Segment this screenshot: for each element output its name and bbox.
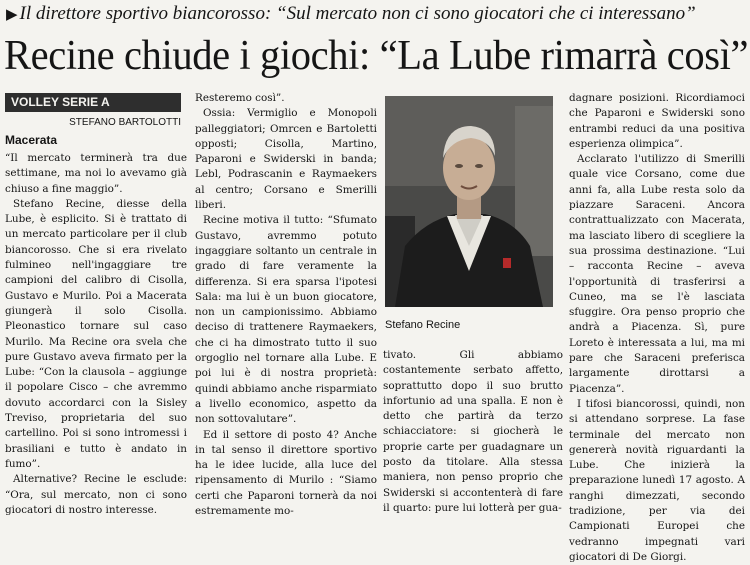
paragraph: Stefano Recine, diesse della Lube, è esplicito. Si è trattato di un mercato particolare per il club biancorosso. Che si era rivelato fulmineo nell'ingaggiare tre campioni del calibro di Cisolla, Gustavo e Murilo. Poi a Macerata giungerà il solo Cisolla. Pleonastico tornare sul caso Murilo. Ma Recine ora svela che pure Gustavo aveva firmato per la Lube: “Con la clausola – aggiunge il popolare Cisco – che avremmo dovuto accordarci con la Sisley Treviso, proprietaria del suo cartellino. Poi si sono intromessi i brasiliani e tutto è andato in fumo”.: [5, 197, 187, 470]
paragraph: dagnare posizioni. Ricordiamoci che Paparoni e Swiderski sono entrambi reduci da una positiva esperienza olimpica”.: [569, 92, 745, 150]
section-rubric: VOLLEY SERIE A: [5, 93, 181, 112]
paragraph: Ossia: Vermiglio e Monopoli palleggiatori; Omrcen e Bartoletti opposti; Cisolla, Martino, Paparoni e Swiderski in banda; Lebl, Podrascanin e Raymaekers al centro; Corsano e Smerilli liberi.: [195, 107, 377, 212]
article-column-3: [383, 348, 563, 514]
kicker: [6, 3, 746, 26]
paragraph: “Il mercato terminerà tra due settimane, ma noi lo avevamo già chiuso a fine maggio”.: [5, 152, 187, 195]
portrait-photo: [385, 96, 553, 307]
kicker-text: Il direttore sportivo biancorosso: “Sul mercato non ci sono giocatori che ci interessano”: [19, 3, 696, 24]
byline: STEFANO BARTOLOTTI: [69, 117, 181, 128]
paragraph: Recine motiva il tutto: “Sfumato Gustavo, avremmo potuto ingaggiare soltanto un centrale in grado di fare veramente la differenza. Si era sparsa l'ipotesi Sala: ma lui è un buon giocatore, non un campionissimo. Abbiamo deciso di trattenere Raymaekers, che ci ha dimostrato tutto il suo orgoglio nel tornare alla Lube. E poi lui è di nostra proprietà: quindi abbiamo anche risparmiato a livello economico, aspetto da non sottovalutare”.: [195, 214, 377, 426]
dateline-city: Macerata: [5, 133, 58, 147]
paragraph: Ed il settore di posto 4? Anche in tal senso il direttore sportivo ha le idee lucide, alla luce del ripensamento di Murilo : “Siamo certi che Paparoni tornerà da noi estremamente mo-: [195, 428, 377, 518]
paragraph: Resteremo così”.: [195, 92, 285, 104]
article-column-4: [569, 91, 745, 563]
headline: Recine chiude i giochi: “La Lube rimarrà così”: [4, 33, 749, 79]
paragraph: Acclarato l'utilizzo di Smerilli quale vice Corsano, come due anni fa, alla Lube resta solo da piazzare Saraceni. Ancora contrattualizzato con Macerata, ma lasciato libero di scegliere la sua prossima destinazione. “Lui – racconta Recine – aveva l'opportunità di trasferirsi a Cuneo, ma se l'è lasciata sfuggire. Ora penso proprio che andrà a Piacenza. Sì, pure Loreto è interessata a lui, ma mi pare che Saraceni preferisca largamente dirottarsi a Piacenza”.: [569, 153, 745, 395]
article-column-2: [195, 91, 377, 518]
paragraph: tivato. Gli abbiamo costantemente serbato affetto, soprattutto dopo il suo brutto infortunio ad una spalla. E non è detto che partirà da terzo schiacciatore: si giocherà le proprie carte per guadagnare un posto da titolare. Alla stessa maniera, non penso proprio che Swiderski si accontenterà di fare il quarto: pure lui lotterà per gua-: [383, 349, 563, 514]
triangle-bullet-icon: ▶: [6, 7, 18, 23]
paragraph: Alternative? Recine le esclude: “Ora, sul mercato, non ci sono giocatori di nostro interesse.: [5, 473, 187, 516]
paragraph: I tifosi biancorossi, quindi, non si attendano sorprese. La fase terminale del mercato non genererà novità riguardanti la Lube. Che inizierà la preparazione lunedì 17 agosto. A ranghi dimezzati, secondo tradizione, per via dei Campionati Europei che vedranno impegnati vari giocatori di De Giorgi.: [569, 397, 745, 563]
photo-caption: Stefano Recine: [385, 319, 461, 331]
article-column-1: [5, 151, 187, 516]
